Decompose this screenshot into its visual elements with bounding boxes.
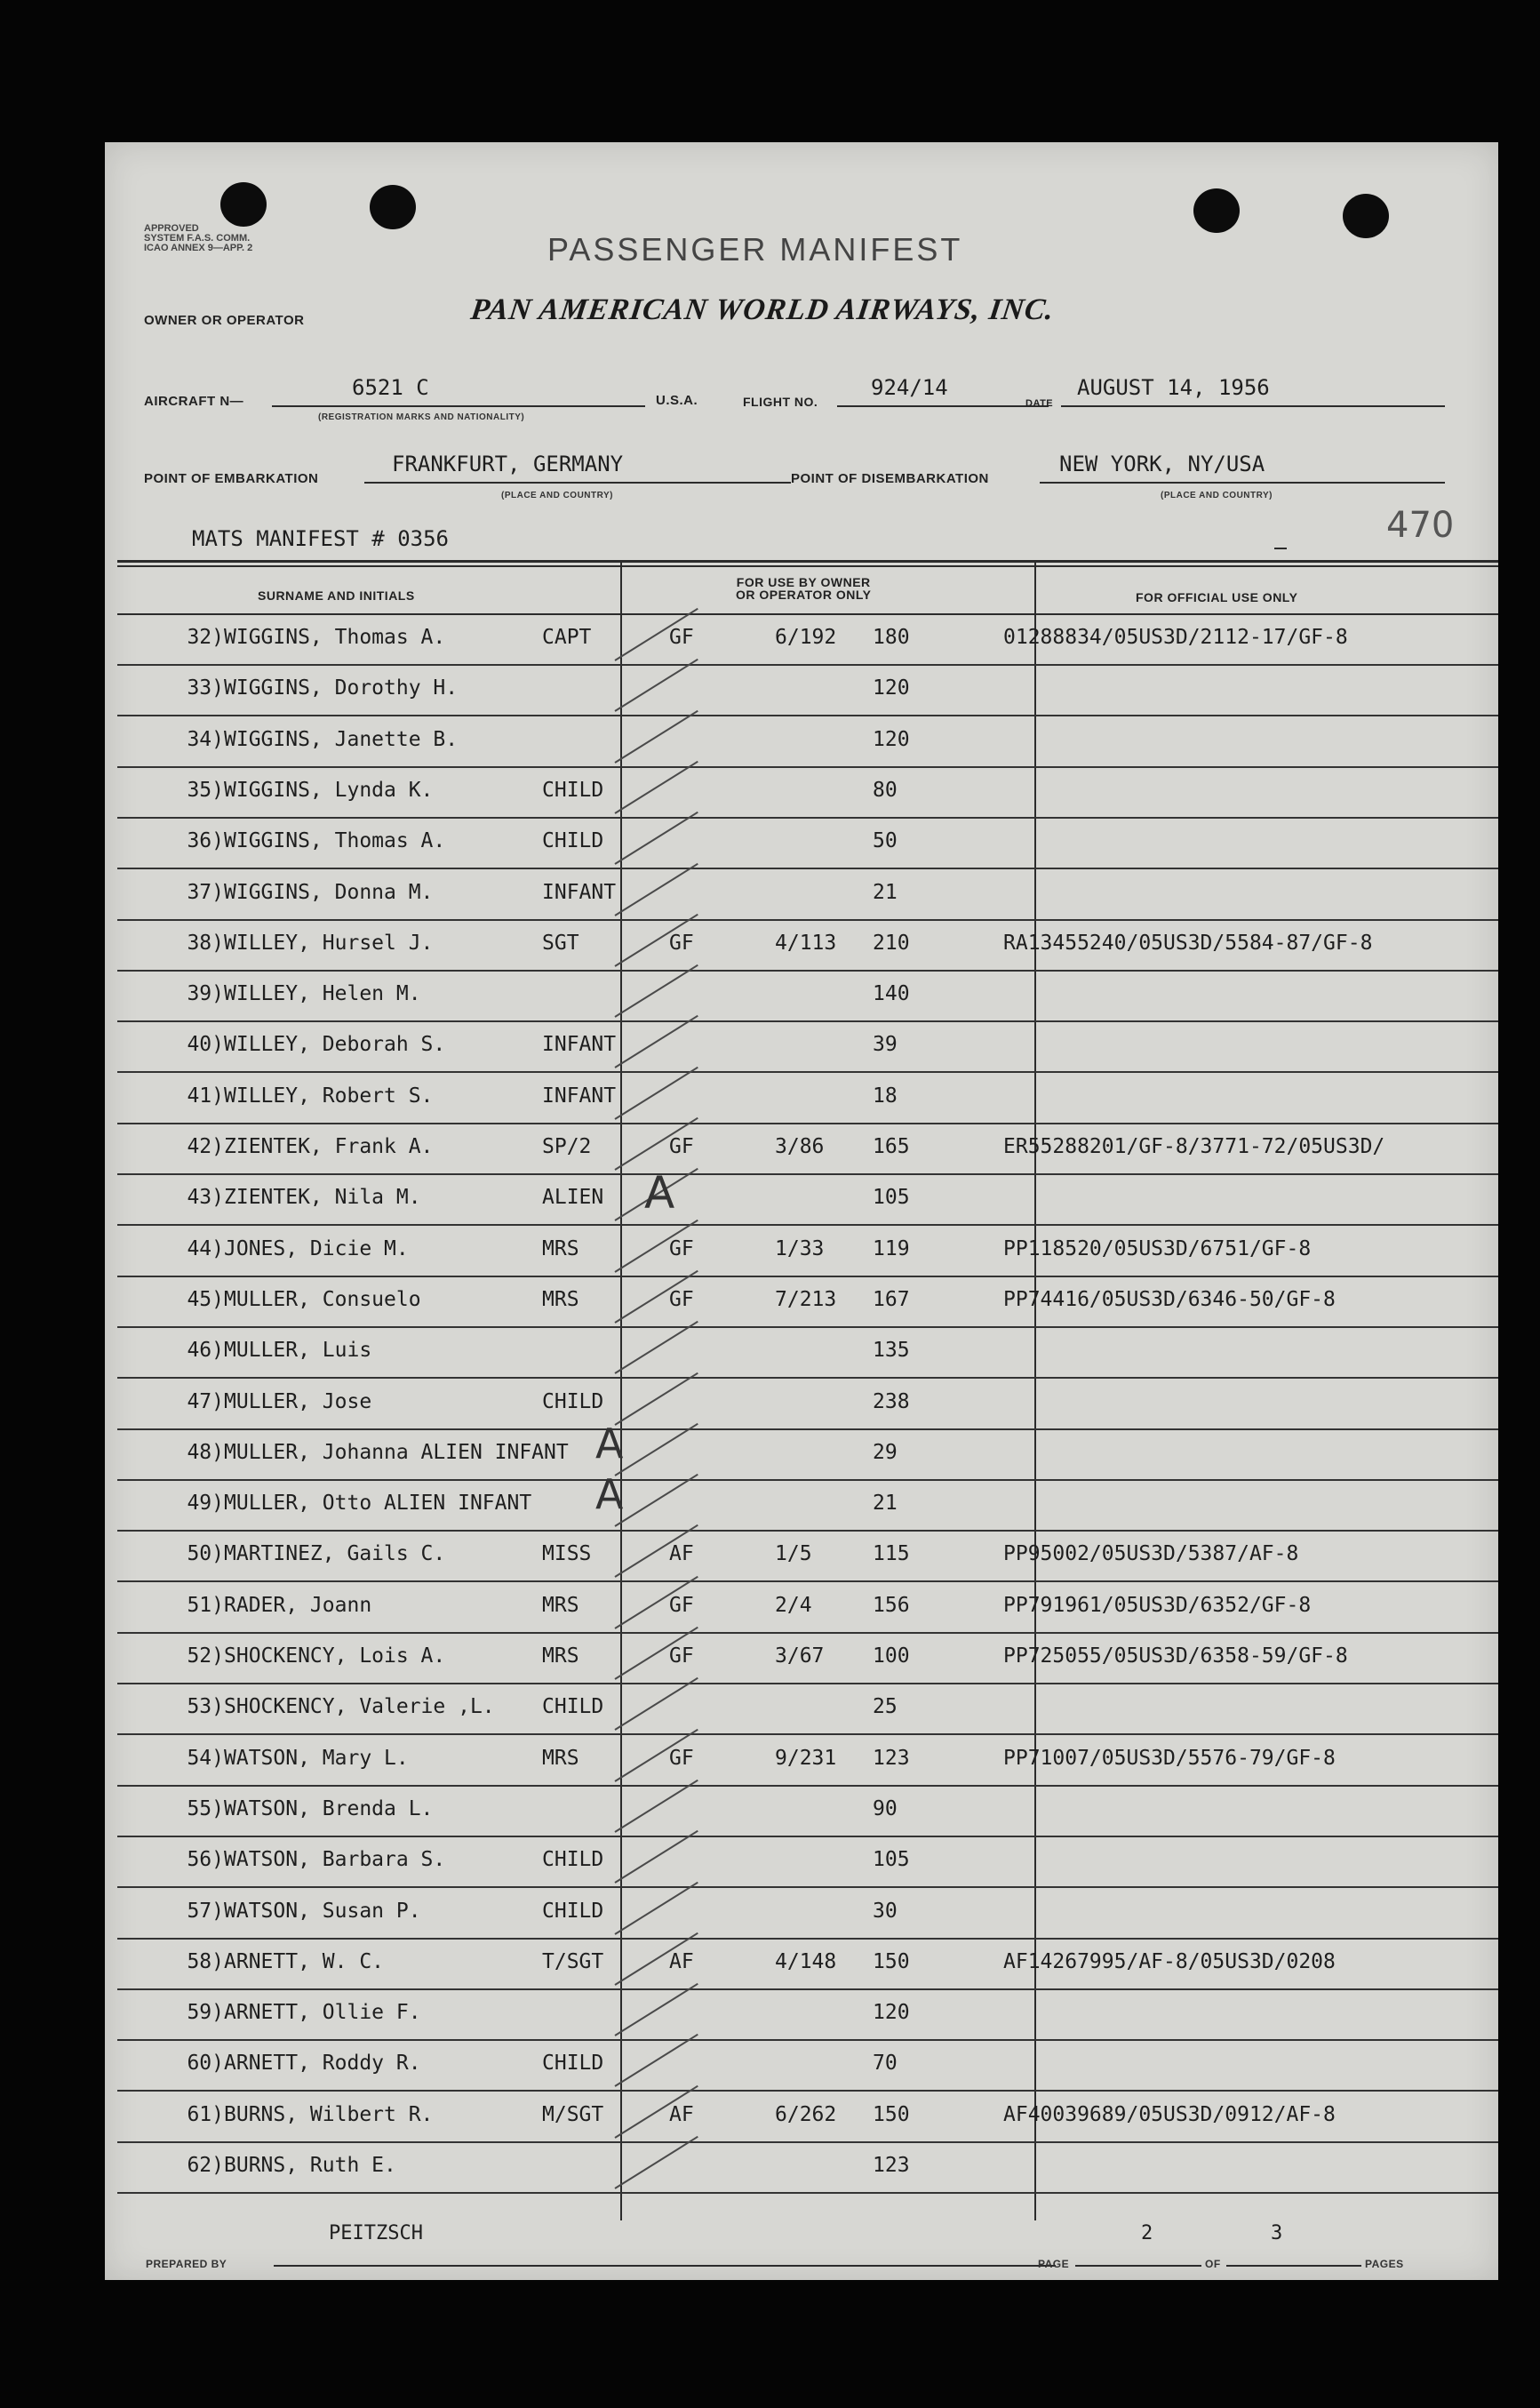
row-number: 54) (187, 1746, 224, 1770)
check-mark (614, 1881, 698, 1934)
check-mark (614, 1372, 698, 1425)
passenger-status: MRS (542, 1287, 579, 1311)
check-mark (614, 761, 698, 814)
passenger-weight: 30 (873, 1899, 898, 1923)
row-number: 37) (187, 880, 224, 904)
table-row (117, 766, 1498, 819)
table-row (117, 817, 1498, 869)
passenger-weight: 100 (873, 1644, 910, 1668)
passenger-name: WIGGINS, Thomas A. (224, 829, 446, 853)
row-number: 62) (187, 2154, 224, 2177)
table-row (117, 1225, 1498, 1277)
passenger-weight: 25 (873, 1695, 898, 1719)
owner-code: GF (669, 1287, 694, 1311)
table-row (117, 2091, 1498, 2143)
table-row (117, 919, 1498, 972)
passenger-status: CHILD (542, 2052, 604, 2076)
check-mark (614, 1321, 698, 1374)
passenger-weight: 18 (873, 1084, 898, 1108)
passenger-name: ARNETT, Roddy R. (224, 2052, 421, 2076)
row-number: 53) (187, 1695, 224, 1719)
table-row (117, 1581, 1498, 1634)
owner-label: OWNER OR OPERATOR (144, 313, 305, 328)
table-row (117, 1326, 1498, 1379)
table-row (117, 1785, 1498, 1837)
passenger-weight: 156 (873, 1593, 910, 1617)
owner-code: GF (669, 1135, 694, 1158)
row-number: 34) (187, 727, 224, 751)
passenger-weight: 80 (873, 778, 898, 802)
passenger-name: WILLEY, Hursel J. (224, 931, 434, 955)
owner-date: 6/192 (775, 626, 837, 649)
owner-date: 9/231 (775, 1746, 837, 1770)
passenger-name: MULLER, Luis (224, 1339, 372, 1363)
passenger-name: WATSON, Susan P. (224, 1899, 421, 1923)
col-official: FOR OFFICIAL USE ONLY (1136, 590, 1298, 604)
row-number: 57) (187, 1899, 224, 1923)
passenger-status: MISS (542, 1542, 592, 1566)
passenger-name: WATSON, Mary L. (224, 1746, 409, 1770)
passenger-name: WIGGINS, Thomas A. (224, 626, 446, 649)
passenger-weight: 210 (873, 931, 910, 955)
punch-hole-1 (220, 182, 267, 227)
table-row (117, 1887, 1498, 1940)
table-row (117, 2039, 1498, 2092)
passenger-name: SHOCKENCY, Lois A. (224, 1644, 446, 1668)
passenger-name: MARTINEZ, Gails C. (224, 1542, 446, 1566)
passenger-weight: 167 (873, 1287, 910, 1311)
owner-date: 7/213 (775, 1287, 837, 1311)
passenger-name: WIGGINS, Donna M. (224, 880, 434, 904)
alien-mark-2: A (595, 1420, 624, 1468)
place-note-embark: (PLACE AND COUNTRY) (501, 491, 613, 500)
row-number: 60) (187, 2052, 224, 2076)
owner-code: GF (669, 1236, 694, 1260)
row-number: 41) (187, 1084, 224, 1108)
table-row (117, 664, 1498, 716)
row-number: 40) (187, 1033, 224, 1057)
table-row (117, 1938, 1498, 1990)
row-number: 38) (187, 931, 224, 955)
row-number: 43) (187, 1186, 224, 1210)
row-number: 52) (187, 1644, 224, 1668)
owner-code: AF (669, 2102, 694, 2126)
passenger-name: WILLEY, Robert S. (224, 1084, 434, 1108)
row-number: 47) (187, 1389, 224, 1413)
official-use: PP95002/05US3D/5387/AF-8 (1003, 1542, 1299, 1566)
row-number: 50) (187, 1542, 224, 1566)
owner-date: 2/4 (775, 1593, 812, 1617)
row-number: 44) (187, 1236, 224, 1260)
passenger-status: CHILD (542, 1848, 604, 1872)
aircraft-label: AIRCRAFT N— (144, 394, 244, 409)
owner-date: 1/5 (775, 1542, 812, 1566)
passenger-status: MRS (542, 1593, 579, 1617)
owner-date: 3/86 (775, 1135, 825, 1158)
alien-mark-1: A (644, 1167, 675, 1219)
manifest-paper (105, 142, 1498, 2280)
passenger-status: MRS (542, 1644, 579, 1668)
passenger-weight: 180 (873, 626, 910, 649)
table-row (117, 970, 1498, 1022)
passenger-status: CHILD (542, 778, 604, 802)
passenger-name: MULLER, Jose (224, 1389, 372, 1413)
registration-note: (REGISTRATION MARKS AND NATIONALITY) (318, 412, 525, 422)
table-row (117, 1378, 1498, 1430)
approval-note: APPROVED SYSTEM F.A.S. COMM. ICAO ANNEX 9—APP. 2 (144, 223, 253, 253)
passenger-name: ARNETT, W. C. (224, 1949, 385, 1973)
check-mark (614, 1423, 698, 1476)
table-row (117, 1173, 1498, 1226)
check-mark (614, 709, 698, 763)
passenger-weight: 120 (873, 2001, 910, 2025)
row-number: 59) (187, 2001, 224, 2025)
passenger-weight: 115 (873, 1542, 910, 1566)
table-row (117, 1020, 1498, 1073)
form-title: PASSENGER MANIFEST (547, 231, 963, 268)
official-use: ER55288201/GF-8/3771-72/05US3D/ (1003, 1135, 1385, 1158)
check-mark (614, 2136, 698, 2189)
date-label: DATE (1025, 398, 1054, 409)
passenger-weight: 123 (873, 2154, 910, 2177)
table-row (117, 868, 1498, 921)
check-mark (614, 2034, 698, 2087)
table-row (117, 1276, 1498, 1328)
passenger-weight: 150 (873, 1949, 910, 1973)
official-use: PP725055/05US3D/6358-59/GF-8 (1003, 1644, 1348, 1668)
row-number: 39) (187, 982, 224, 1006)
passenger-status: CHILD (542, 1389, 604, 1413)
mats-manifest: MATS MANIFEST # 0356 (192, 526, 449, 551)
row-number: 33) (187, 676, 224, 700)
passenger-weight: 140 (873, 982, 910, 1006)
passenger-weight: 29 (873, 1440, 898, 1464)
date-value: AUGUST 14, 1956 (1077, 375, 1270, 400)
passenger-weight: 105 (873, 1186, 910, 1210)
passenger-weight: 105 (873, 1848, 910, 1872)
usa-label: U.S.A. (656, 393, 698, 408)
table-row (117, 1123, 1498, 1175)
row-number: 51) (187, 1593, 224, 1617)
check-mark (614, 1983, 698, 2036)
owner-code: GF (669, 931, 694, 955)
passenger-weight: 39 (873, 1033, 898, 1057)
col-owner-use: FOR USE BY OWNER OR OPERATOR ONLY (736, 575, 872, 602)
passenger-status: ALIEN (542, 1186, 604, 1210)
owner-code: GF (669, 1644, 694, 1668)
passenger-name: WIGGINS, Dorothy H. (224, 676, 459, 700)
check-mark (614, 1830, 698, 1884)
official-use: PP118520/05US3D/6751/GF-8 (1003, 1236, 1312, 1260)
passenger-status: SGT (542, 931, 579, 955)
passenger-status: MRS (542, 1236, 579, 1260)
disembark-value: NEW YORK, NY/USA (1059, 452, 1265, 476)
official-use: PP791961/05US3D/6352/GF-8 (1003, 1593, 1312, 1617)
passenger-name: WILLEY, Deborah S. (224, 1033, 446, 1057)
of-label: OF (1205, 2258, 1221, 2270)
aircraft-value: 6521 C (352, 375, 429, 400)
passenger-name: WATSON, Brenda L. (224, 1796, 434, 1820)
passenger-name: WILLEY, Helen M. (224, 982, 421, 1006)
owner-date: 4/148 (775, 1949, 837, 1973)
owner-code: GF (669, 1593, 694, 1617)
owner-date: 1/33 (775, 1236, 825, 1260)
passenger-weight: 90 (873, 1796, 898, 1820)
row-number: 45) (187, 1287, 224, 1311)
passenger-name: RADER, Joann (224, 1593, 372, 1617)
row-number: 42) (187, 1135, 224, 1158)
table-row (117, 1530, 1498, 1582)
table-row (117, 1683, 1498, 1735)
table-row (117, 1072, 1498, 1124)
table-row (117, 1479, 1498, 1532)
row-number: 46) (187, 1339, 224, 1363)
passenger-name: MULLER, Consuelo (224, 1287, 421, 1311)
owner-code: AF (669, 1949, 694, 1973)
passenger-name: WIGGINS, Lynda K. (224, 778, 434, 802)
flight-label: FLIGHT NO. (743, 395, 818, 409)
check-mark (614, 659, 698, 712)
official-use: 01288834/05US3D/2112-17/GF-8 (1003, 626, 1348, 649)
table-row (117, 1988, 1498, 2041)
passenger-name: WATSON, Barbara S. (224, 1848, 446, 1872)
page-number: 2 (1141, 2222, 1153, 2244)
check-mark (614, 1015, 698, 1068)
row-number: 61) (187, 2102, 224, 2126)
table-row (117, 1734, 1498, 1787)
passenger-status: INFANT (542, 1084, 617, 1108)
col-surname: SURNAME AND INITIALS (258, 588, 415, 603)
embark-value: FRANKFURT, GERMANY (392, 452, 624, 476)
table-row (117, 1632, 1498, 1684)
owner-date: 3/67 (775, 1644, 825, 1668)
passenger-name: MULLER, Johanna ALIEN INFANT (224, 1440, 569, 1464)
passenger-status: CHILD (542, 829, 604, 853)
check-mark (614, 1780, 698, 1833)
passenger-status: CHILD (542, 1899, 604, 1923)
passenger-status: INFANT (542, 880, 617, 904)
passenger-name: WIGGINS, Janette B. (224, 727, 459, 751)
punch-hole-3 (1193, 188, 1240, 233)
preparer-name: PEITZSCH (329, 2222, 423, 2244)
passenger-weight: 123 (873, 1746, 910, 1770)
table-row (117, 613, 1498, 666)
passenger-weight: 135 (873, 1339, 910, 1363)
passenger-status: SP/2 (542, 1135, 592, 1158)
passenger-weight: 165 (873, 1135, 910, 1158)
passenger-status: INFANT (542, 1033, 617, 1057)
check-mark (614, 1677, 698, 1731)
row-number: 49) (187, 1492, 224, 1516)
row-number: 32) (187, 626, 224, 649)
row-number: 55) (187, 1796, 224, 1820)
passenger-status: CAPT (542, 626, 592, 649)
official-use: RA13455240/05US3D/5584-87/GF-8 (1003, 931, 1373, 955)
table-row (117, 2141, 1498, 2194)
table-row (117, 1836, 1498, 1888)
passenger-weight: 50 (873, 829, 898, 853)
owner-code: GF (669, 626, 694, 649)
row-number: 35) (187, 778, 224, 802)
passenger-status: T/SGT (542, 1949, 604, 1973)
passenger-name: ZIENTEK, Frank A. (224, 1135, 434, 1158)
pages-label: PAGES (1365, 2258, 1404, 2270)
owner-date: 6/262 (775, 2102, 837, 2126)
passenger-name: BURNS, Wilbert R. (224, 2102, 434, 2126)
passenger-weight: 21 (873, 880, 898, 904)
handwritten-number: 470 (1386, 505, 1455, 546)
passenger-weight: 120 (873, 727, 910, 751)
alien-mark-3: A (595, 1470, 624, 1518)
passenger-status: MRS (542, 1746, 579, 1770)
passenger-weight: 150 (873, 2102, 910, 2126)
passenger-status: M/SGT (542, 2102, 604, 2126)
row-number: 36) (187, 829, 224, 853)
punch-hole-2 (370, 185, 416, 229)
page-label: PAGE (1038, 2258, 1070, 2270)
row-number: 56) (187, 1848, 224, 1872)
passenger-name: MULLER, Otto ALIEN INFANT (224, 1492, 532, 1516)
official-use: AF14267995/AF-8/05US3D/0208 (1003, 1949, 1336, 1973)
row-number: 48) (187, 1440, 224, 1464)
table-row (117, 1428, 1498, 1481)
check-mark (614, 964, 698, 1018)
passenger-weight: 21 (873, 1492, 898, 1516)
flight-value: 924/14 (871, 375, 948, 400)
owner-code: GF (669, 1746, 694, 1770)
official-use: PP71007/05US3D/5576-79/GF-8 (1003, 1746, 1336, 1770)
disembark-label: POINT OF DISEMBARKATION (791, 471, 989, 486)
check-mark (614, 862, 698, 916)
passenger-weight: 70 (873, 2052, 898, 2076)
owner-code: AF (669, 1542, 694, 1566)
passenger-name: JONES, Dicie M. (224, 1236, 409, 1260)
check-mark (614, 812, 698, 865)
passenger-name: BURNS, Ruth E. (224, 2154, 396, 2177)
passenger-name: SHOCKENCY, Valerie ,L. (224, 1695, 495, 1719)
passenger-weight: 120 (873, 676, 910, 700)
official-use: AF40039689/05US3D/0912/AF-8 (1003, 2102, 1336, 2126)
punch-hole-4 (1343, 194, 1389, 238)
row-number: 58) (187, 1949, 224, 1973)
passenger-weight: 119 (873, 1236, 910, 1260)
passenger-name: ARNETT, Ollie F. (224, 2001, 421, 2025)
passenger-weight: 238 (873, 1389, 910, 1413)
official-use: PP74416/05US3D/6346-50/GF-8 (1003, 1287, 1336, 1311)
check-mark (614, 1067, 698, 1120)
prepared-label: PREPARED BY (146, 2258, 227, 2270)
place-note-disembark: (PLACE AND COUNTRY) (1161, 491, 1273, 500)
table-row (117, 716, 1498, 768)
page-total: 3 (1271, 2222, 1283, 2244)
passenger-name: ZIENTEK, Nila M. (224, 1186, 421, 1210)
check-mark (614, 1474, 698, 1527)
passenger-status: CHILD (542, 1695, 604, 1719)
company-name: PAN AMERICAN WORLD AIRWAYS, INC. (468, 293, 1057, 326)
owner-date: 4/113 (775, 931, 837, 955)
embark-label: POINT OF EMBARKATION (144, 471, 319, 486)
